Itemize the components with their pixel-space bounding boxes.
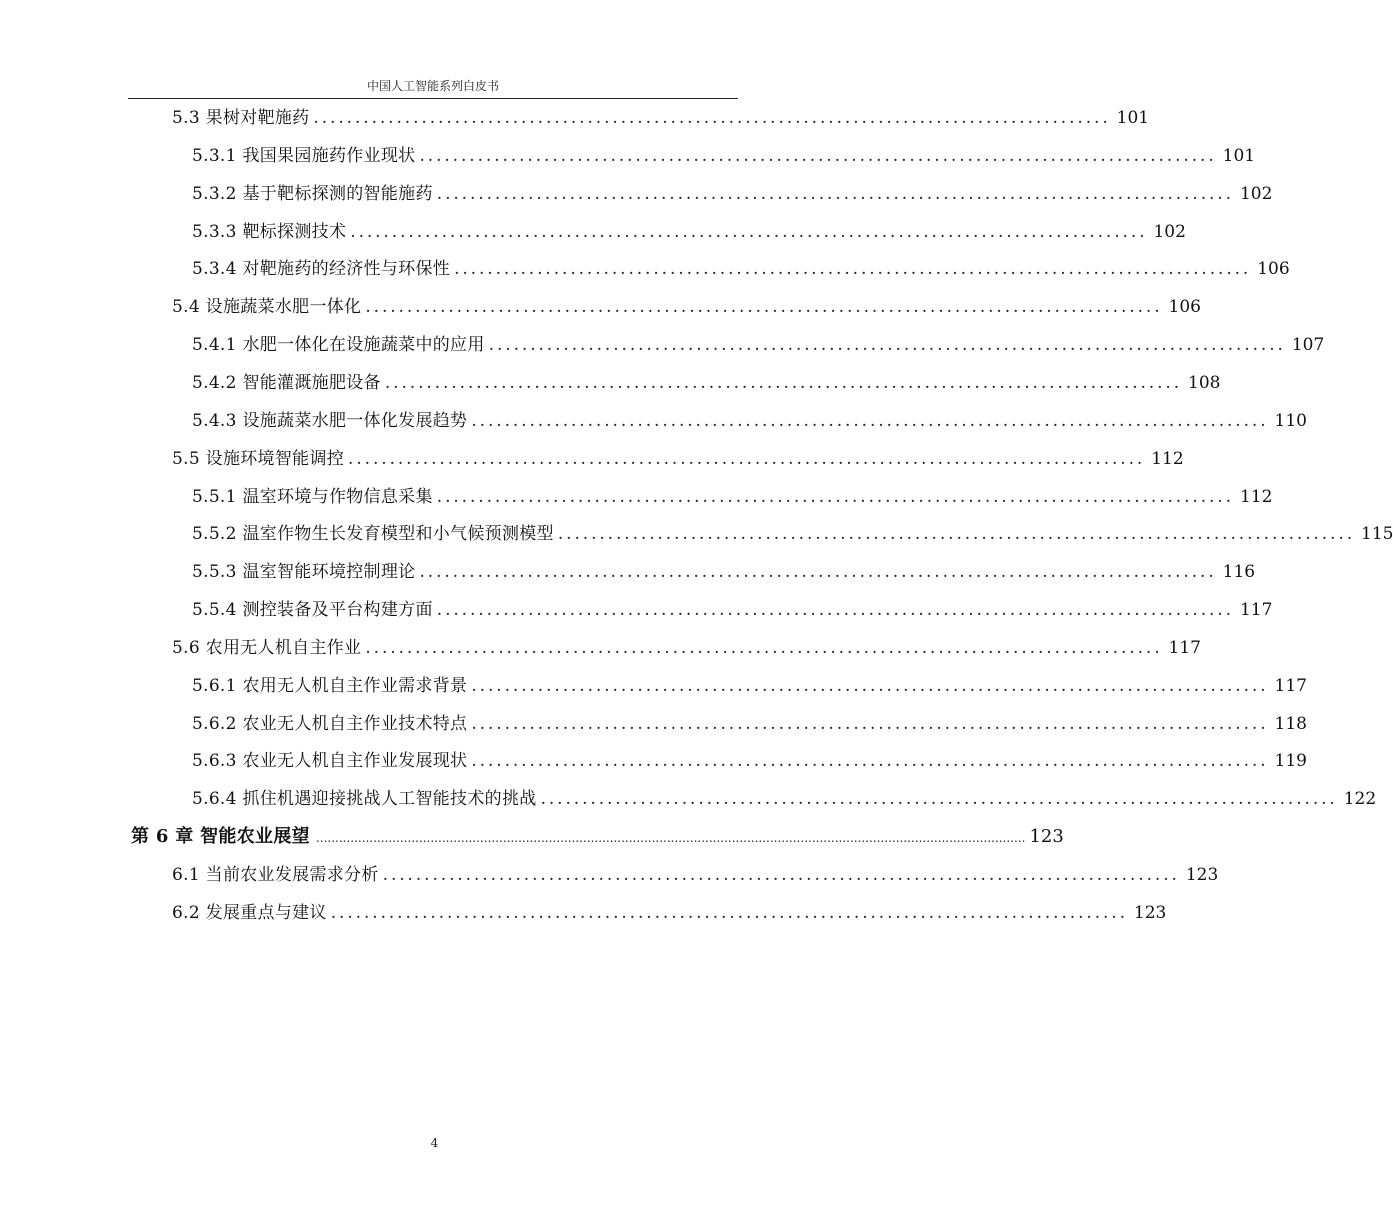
toc-dot-leader: ................................................................................................ xyxy=(471,751,1269,771)
toc-entry-5-5-1[interactable] xyxy=(192,485,1273,509)
toc-entry-5-3-4[interactable] xyxy=(192,257,1290,281)
toc-entry-title: 5.4.3 设施蔬菜水肥一体化发展趋势 xyxy=(192,411,468,431)
toc-entry-5-5-3[interactable] xyxy=(192,560,1256,584)
toc-entry-5-3[interactable] xyxy=(172,106,1150,130)
toc-dot-leader: ................................................................................................ xyxy=(488,335,1286,355)
toc-dot-leader: ................................................................................................ xyxy=(365,638,1163,658)
toc-entry-title: 5.3.3 靶标探测技术 xyxy=(192,222,347,242)
toc-entry-title: 5.4.1 水肥一体化在设施蔬菜中的应用 xyxy=(192,335,485,355)
toc-entry-title: 5.5 设施环境智能调控 xyxy=(172,449,345,469)
toc-dot-leader: ................................................................................................ xyxy=(557,524,1356,544)
toc-dot-leader: ................................................................................................ xyxy=(365,297,1163,317)
toc-dot-leader: .......................................................................................................................................................................................... xyxy=(315,831,1026,845)
toc-entry-page: 101 xyxy=(1222,146,1256,166)
toc-entry-5-3-3[interactable] xyxy=(192,220,1186,244)
toc-dot-leader: ................................................................................................ xyxy=(471,714,1269,734)
toc-entry-page: 108 xyxy=(1188,373,1221,393)
toc-dot-leader: ................................................................................................ xyxy=(419,146,1217,166)
toc-entry-chapter-6[interactable] xyxy=(131,825,1064,849)
toc-dot-leader: ................................................................................................ xyxy=(436,600,1234,620)
toc-entry-title: 5.4 设施蔬菜水肥一体化 xyxy=(172,297,362,317)
toc-entry-title: 5.3.4 对靶施药的经济性与环保性 xyxy=(192,259,451,279)
toc-entry-page: 118 xyxy=(1274,714,1307,734)
toc-entry-5-5[interactable] xyxy=(172,447,1184,471)
toc-entry-title: 5.6 农用无人机自主作业 xyxy=(172,638,362,658)
toc-entry-title: 6.1 当前农业发展需求分析 xyxy=(172,865,379,885)
toc-entry-page: 117 xyxy=(1274,676,1307,696)
toc-entry-page: 117 xyxy=(1168,638,1201,658)
toc-entry-page: 112 xyxy=(1151,449,1184,469)
toc-entry-5-6-1[interactable] xyxy=(192,674,1307,698)
toc-entry-page: 112 xyxy=(1239,487,1273,507)
toc-entry-page: 115 xyxy=(1361,524,1393,544)
toc-dot-leader: ................................................................................................ xyxy=(330,903,1128,923)
toc-entry-page: 101 xyxy=(1116,108,1150,128)
toc-entry-page: 107 xyxy=(1291,335,1325,355)
toc-entry-title: 5.6.4 抓住机遇迎接挑战人工智能技术的挑战 xyxy=(192,789,537,809)
toc-entry-page: 119 xyxy=(1274,751,1307,771)
toc-dot-leader: ................................................................................................ xyxy=(436,487,1234,507)
toc-entry-title: 5.6.2 农业无人机自主作业技术特点 xyxy=(192,714,468,734)
toc-entry-title: 5.5.4 测控装备及平台构建方面 xyxy=(192,600,433,620)
toc-dot-leader: ................................................................................................ xyxy=(348,449,1146,469)
toc-entry-6-1[interactable] xyxy=(172,863,1219,887)
toc-entry-page: 123 xyxy=(1029,826,1064,847)
toc-entry-5-6-3[interactable] xyxy=(192,749,1307,773)
toc-entry-5-3-1[interactable] xyxy=(192,144,1256,168)
toc-entry-title: 5.5.1 温室环境与作物信息采集 xyxy=(192,487,433,507)
toc-dot-leader: ................................................................................................ xyxy=(471,411,1269,431)
toc-entry-title: 5.5.2 温室作物生长发育模型和小气候预测模型 xyxy=(192,524,554,544)
toc-entry-5-3-2[interactable] xyxy=(192,182,1273,206)
toc-entry-page: 102 xyxy=(1239,184,1273,204)
toc-entry-page: 110 xyxy=(1274,411,1307,431)
toc-dot-leader: ................................................................................................ xyxy=(471,676,1269,696)
toc-entry-5-6-2[interactable] xyxy=(192,712,1307,736)
toc-entry-title: 第 6 章 智能农业展望 xyxy=(131,826,310,847)
toc-dot-leader: ................................................................................................ xyxy=(313,108,1111,128)
toc-entry-title: 5.3.2 基于靶标探测的智能施药 xyxy=(192,184,433,204)
toc-entry-5-4-2[interactable] xyxy=(192,371,1221,395)
toc-entry-5-5-2[interactable] xyxy=(192,522,1393,546)
toc-dot-leader: ................................................................................................ xyxy=(419,562,1217,582)
toc-entry-6-2[interactable] xyxy=(172,901,1167,925)
toc-entry-page: 117 xyxy=(1239,600,1273,620)
toc-entry-title: 6.2 发展重点与建议 xyxy=(172,903,327,923)
toc-entry-page: 106 xyxy=(1257,259,1290,279)
toc-entry-5-4[interactable] xyxy=(172,295,1201,319)
toc-entry-title: 5.3.1 我国果园施药作业现状 xyxy=(192,146,416,166)
toc-dot-leader: ................................................................................................ xyxy=(454,259,1252,279)
toc-entry-page: 123 xyxy=(1133,903,1167,923)
toc-entry-5-6-4[interactable] xyxy=(192,787,1377,811)
toc-dot-leader: ................................................................................................ xyxy=(384,373,1183,393)
toc-entry-title: 5.4.2 智能灌溉施肥设备 xyxy=(192,373,381,393)
toc-entry-5-5-4[interactable] xyxy=(192,598,1273,622)
toc-entry-title: 5.3 果树对靶施药 xyxy=(172,108,310,128)
toc-entry-5-4-3[interactable] xyxy=(192,409,1307,433)
toc-entry-5-6[interactable] xyxy=(172,636,1201,660)
page-header: 中国人工智能系列白皮书 xyxy=(366,79,499,93)
toc-entry-title: 5.6.3 农业无人机自主作业发展现状 xyxy=(192,751,468,771)
toc-entry-title: 5.5.3 温室智能环境控制理论 xyxy=(192,562,416,582)
toc-entry-page: 116 xyxy=(1222,562,1256,582)
toc-entry-page: 102 xyxy=(1153,222,1186,242)
toc-entry-page: 122 xyxy=(1343,789,1377,809)
toc-entry-title: 5.6.1 农用无人机自主作业需求背景 xyxy=(192,676,468,696)
page-number: 4 xyxy=(430,1136,439,1150)
toc-dot-leader: ................................................................................................ xyxy=(540,789,1338,809)
toc-dot-leader: ................................................................................................ xyxy=(436,184,1234,204)
toc-dot-leader: ................................................................................................ xyxy=(350,222,1148,242)
toc-entry-5-4-1[interactable] xyxy=(192,333,1325,357)
toc-entry-page: 123 xyxy=(1185,865,1219,885)
toc-entry-page: 106 xyxy=(1168,297,1201,317)
toc-dot-leader: ................................................................................................ xyxy=(382,865,1180,885)
